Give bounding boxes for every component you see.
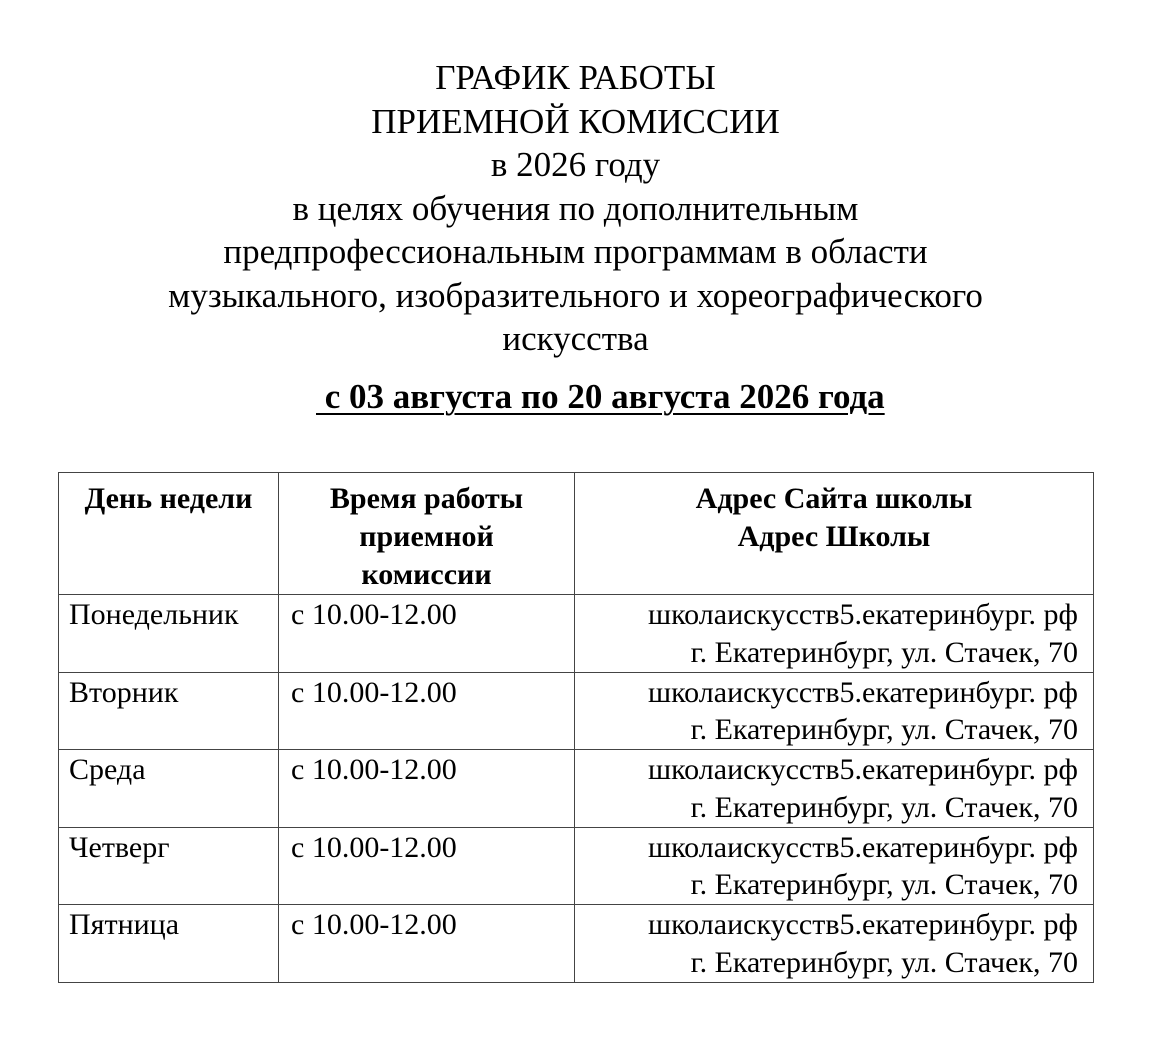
cell-address (575, 750, 1094, 828)
school-address: г. Екатеринбург, ул. Стачек, 70 (690, 868, 1078, 901)
heading-line: ГРАФИК РАБОТЫ (435, 58, 716, 97)
header-address-line: Адрес Школы (737, 520, 931, 553)
school-address: г. Екатеринбург, ул. Стачек, 70 (690, 945, 1078, 979)
document-heading (0, 56, 1151, 361)
school-site: школаискусств5.екатеринбург. рф (648, 753, 1078, 786)
school-site: школаискусств5.екатеринбург. рф (648, 675, 1078, 709)
cell-address (575, 827, 1094, 905)
cell-address (575, 595, 1094, 673)
school-site: школаискусств5.екатеринбург. рф (648, 908, 1078, 941)
heading-line: ПРИЕМНОЙ КОМИССИИ (371, 101, 780, 141)
cell-day: Среда (59, 750, 279, 828)
header-time (279, 473, 575, 595)
heading-line: в 2026 году (490, 145, 661, 184)
cell-time: с 10.00-12.00 (279, 595, 575, 673)
table-header-row (59, 473, 1094, 595)
cell-day: Пятница (59, 905, 279, 983)
header-time-line: приемной (359, 520, 494, 553)
heading-line: предпрофессиональным программам в области (223, 232, 928, 271)
school-address: г. Екатеринбург, ул. Стачек, 70 (690, 790, 1078, 824)
header-address-line: Адрес Сайта школы (695, 482, 973, 515)
schedule-table (58, 472, 1094, 983)
cell-time: с 10.00-12.00 (279, 905, 575, 983)
heading-line: музыкального, изобразительного и хореографического (168, 275, 983, 315)
cell-address (575, 672, 1094, 750)
school-address: г. Екатеринбург, ул. Стачек, 70 (690, 635, 1078, 669)
admission-period: с 03 августа по 20 августа 2026 года (316, 377, 885, 416)
heading-line: искусства (502, 319, 649, 358)
cell-time: с 10.00-12.00 (279, 827, 575, 905)
header-address (575, 473, 1094, 595)
table-row (59, 827, 1094, 905)
table-row (59, 750, 1094, 828)
cell-day: Вторник (59, 672, 279, 750)
header-time-line: комиссии (361, 558, 492, 591)
cell-day: Понедельник (59, 595, 279, 673)
header-time-line: Время работы (329, 482, 524, 515)
cell-time: с 10.00-12.00 (279, 750, 575, 828)
cell-time: с 10.00-12.00 (279, 672, 575, 750)
table-row (59, 905, 1094, 983)
cell-address (575, 905, 1094, 983)
heading-line: в целях обучения по дополнительным (292, 188, 859, 228)
cell-day: Четверг (59, 827, 279, 905)
table-row (59, 672, 1094, 750)
school-site: школаискусств5.екатеринбург. рф (648, 598, 1078, 631)
school-site: школаискусств5.екатеринбург. рф (648, 830, 1078, 864)
table-row (59, 595, 1094, 673)
header-day (59, 473, 279, 595)
school-address: г. Екатеринбург, ул. Стачек, 70 (690, 713, 1078, 746)
header-day-label: День недели (84, 482, 253, 515)
